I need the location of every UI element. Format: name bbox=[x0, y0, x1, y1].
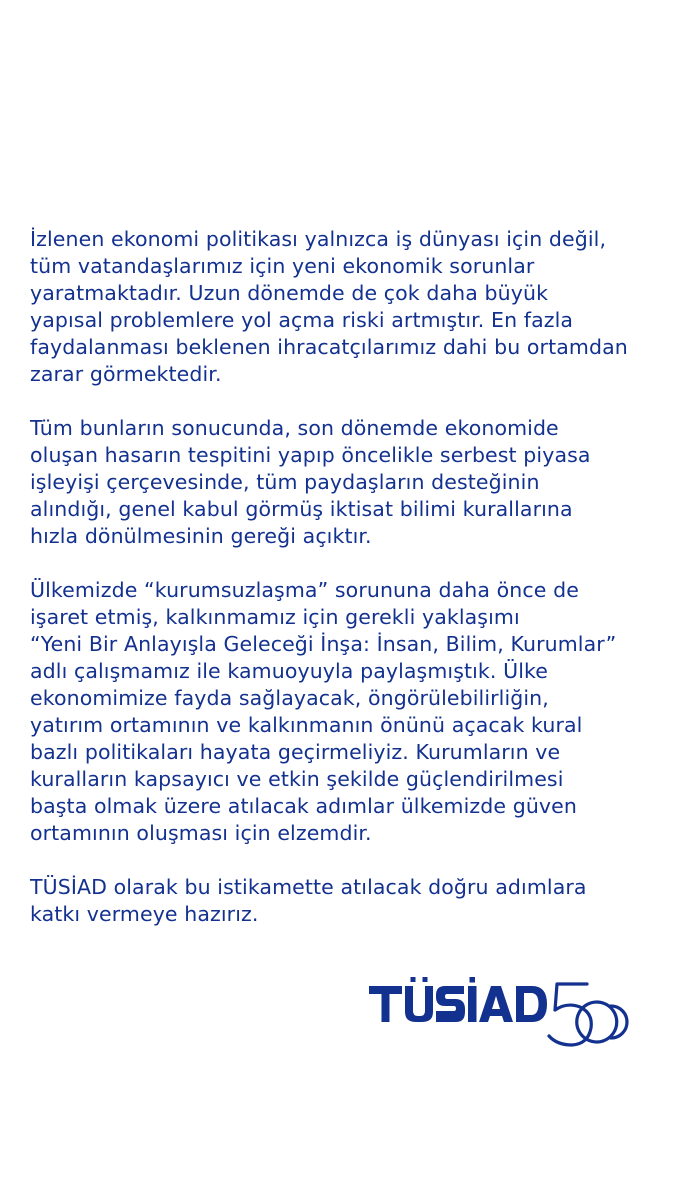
paragraph-line: alındığı, genel kabul görmüş iktisat bilimi kurallarına bbox=[30, 497, 573, 521]
tusiad-50-logo bbox=[369, 975, 634, 1053]
paragraph-line: işleyişi çerçevesinde, tüm paydaşların desteğinin bbox=[30, 470, 540, 494]
paragraph-line: adlı çalışmamız ile kamuoyuyla paylaşmıştık. Ülke bbox=[30, 659, 548, 683]
paragraph-3 bbox=[30, 577, 655, 847]
paragraph-line: faydalanması beklenen ihracatçılarımız dahi bu ortamdan bbox=[30, 335, 628, 359]
paragraph-line: katkı vermeye hazırız. bbox=[30, 902, 259, 926]
paragraph-line: “Yeni Bir Anlayışla Geleceği İnşa: İnsan, Bilim, Kurumlar” bbox=[30, 632, 617, 656]
paragraph-line: ortamının oluşması için elzemdir. bbox=[30, 821, 372, 845]
paragraph-line: TÜSİAD olarak bu istikamette atılacak doğru adımlara bbox=[30, 875, 587, 899]
anniversary-50-mark bbox=[549, 984, 627, 1045]
paragraph-line: bazlı politikaları hayata geçirmeliyiz. Kurumların ve bbox=[30, 740, 561, 764]
paragraph-line: ekonomimize fayda sağlayacak, öngörülebilirliğin, bbox=[30, 686, 549, 710]
paragraph-line: İzlenen ekonomi politikası yalnızca iş dünyası için değil, bbox=[30, 227, 607, 251]
paragraph-line: işaret etmiş, kalkınmamız için gerekli yaklaşımı bbox=[30, 605, 520, 629]
paragraph-line: hızla dönülmesinin gereği açıktır. bbox=[30, 524, 372, 548]
tusiad-wordmark bbox=[369, 977, 547, 1022]
paragraph-line: Tüm bunların sonucunda, son dönemde ekonomide bbox=[30, 416, 559, 440]
paragraph-line: oluşan hasarın tespitini yapıp öncelikle serbest piyasa bbox=[30, 443, 591, 467]
paragraph-line: yaratmaktadır. Uzun dönemde de çok daha büyük bbox=[30, 281, 549, 305]
paragraph-line: kuralların kapsayıcı ve etkin şekilde güçlendirilmesi bbox=[30, 767, 564, 791]
paragraph-2 bbox=[30, 415, 655, 550]
paragraph-line: başta olmak üzere atılacak adımlar ülkemizde güven bbox=[30, 794, 577, 818]
paragraph-1 bbox=[30, 226, 655, 388]
paragraph-line: zarar görmektedir. bbox=[30, 362, 222, 386]
paragraph-line: tüm vatandaşlarımız için yeni ekonomik sorunlar bbox=[30, 254, 535, 278]
paragraph-line: yapısal problemlere yol açma riski artmıştır. En fazla bbox=[30, 308, 574, 332]
paragraph-line: yatırım ortamının ve kalkınmanın önünü açacak kural bbox=[30, 713, 583, 737]
statement-text bbox=[30, 226, 655, 955]
paragraph-line: Ülkemizde “kurumsuzlaşma” sorununa daha önce de bbox=[30, 578, 579, 602]
paragraph-4 bbox=[30, 874, 655, 928]
